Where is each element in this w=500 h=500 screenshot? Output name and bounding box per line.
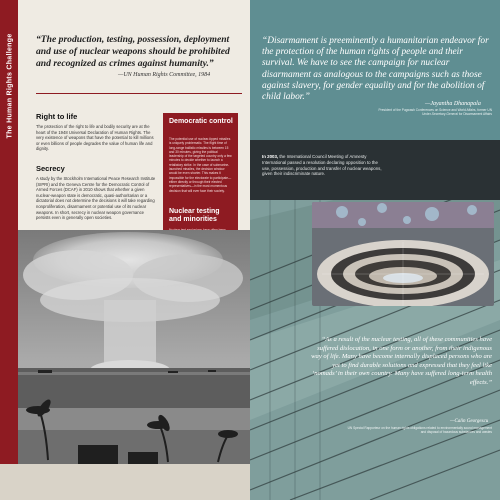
democratic-control-heading: Democratic control [169,118,233,125]
right-quote: “Disarmament is preeminently a humanitarian endeavor for the protection of the human rights of people and their survival. We have to see the campaign for nuclear disarmament as analogous to the campaigns such as those against slavery, for gender equality and for the abolition of child labor.” [262,36,489,103]
nuclear-test-photo [18,230,250,464]
amnesty-text [262,154,382,177]
left-quote-attribution: —UN Human Rights Committee, 1984 [118,72,211,78]
testing-minorities-heading: Nuclear testing and minorities [169,208,220,223]
amnesty-body: the International Council Meeting of Amnesty International passed a resolution declaring opposition to the use, possession, production and transfer of nuclear weapons, given their indiscriminate nature. [262,154,382,177]
nuclear-test-photo-image [18,230,250,464]
bottom-band [0,464,250,500]
assembly-hall-photo [312,202,494,306]
right-to-life-heading: Right to life [36,112,78,121]
sidebar-band [0,0,18,500]
right-to-life-text: The protection of the right to life and bodily security are at the heart of the 1948 Universal Declaration of Human Rights. The very existence of weapons that have the potential to kill millions or even billions of people degrades the value of human life and dignity. [36,124,154,152]
secrecy-heading: Secrecy [36,164,65,173]
democratic-control-text: The potential use of nuclear-tipped missiles is uniquely problematic. The flight time of long-range ballistic missiles is between 15 and 30 minutes, giving the political leadership of the targeted country only a few minutes to decide whether to launch a retaliatory strike. In the case of submarine-launched missiles, the decision window would be even shorter. This makes it impossible for the electorate to participate—either directly or through their elected representatives—in the most momentous decision that will ever face their society. [169,137,232,193]
secrecy-text: A study by the Stockholm International Peace Research Institute (SIPRI) and the Geneva Centre for the Democratic Control of Armed Forces (DCAF) in 2010 shows that whether a given nuclear-weapon state is democratic, quasi-authoritarian or a dictatorial does not determine the decisions it will take regarding nonproliferation, disarmament or potential use of its nuclear weapons. In short, secrecy in nuclear weapon governance persists even in generally open societies. [36,176,156,221]
amnesty-year: In 2003, [262,154,279,159]
divider [36,93,242,94]
assembly-hall-image [312,202,494,306]
left-quote: “The production, testing, possession, deployment and use of nuclear weapons should be prohibited and recognized as crimes against humanity.” [36,34,230,69]
right-quote-attribution: —Jayantha Dhanapala [425,101,481,107]
bottom-right-attribution: —Calin Georgescu [450,419,489,424]
right-quote-role: President of the Pugwash Conferences on Science and World Affairs, former UN Under-Secretary-General for Disarmament Affairs [378,108,492,116]
sidebar-title: The Human Rights Challenge [6,33,14,139]
right-panel [250,0,500,500]
bottom-right-quote: “As a result of the nuclear testing, all of these communities have suffered dislocation, in one form or another, from their indigenous way of life. Many have become internally displaced persons who are yet to find durable solutions and expressed that they feel like ‘nomads’ in their own country. Many have suffered long-term health effects.” [311,336,492,386]
bottom-right-role: UN Special Rapporteur on the human rights obligations related to environmentally sound management and disposal of hazardous substances and wastes [347,426,492,434]
